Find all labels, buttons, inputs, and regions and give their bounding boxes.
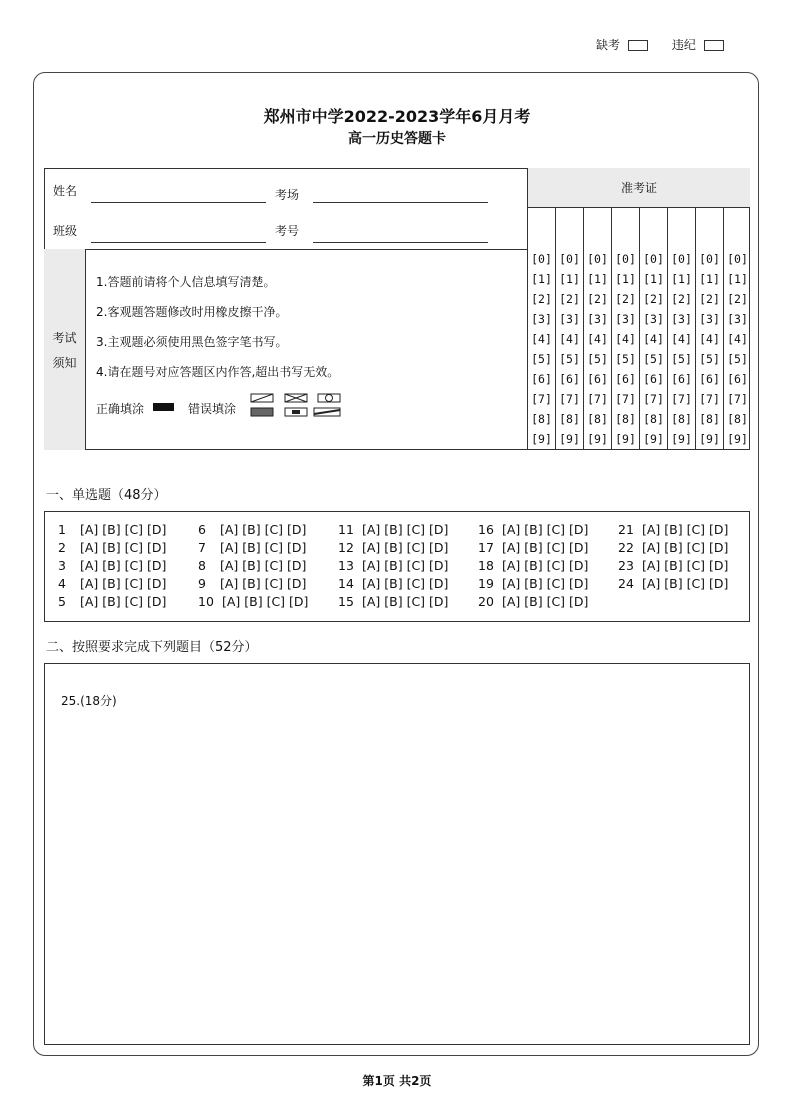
question-row[interactable] <box>338 576 448 591</box>
question-number: 20 <box>478 594 494 609</box>
question-number: 1 <box>58 522 66 537</box>
admit-digit-bubble[interactable]: [3] <box>531 312 552 326</box>
question-number: 19 <box>478 576 494 591</box>
admit-digit-bubble[interactable]: [3] <box>615 312 636 326</box>
page-title: 郑州市中学2022-2023学年6月月考 <box>263 107 531 126</box>
question-number: 23 <box>618 558 634 573</box>
admit-digit-bubble[interactable]: [6] <box>587 372 608 386</box>
notice-sidebar <box>44 249 86 450</box>
absent-label: 缺考 <box>596 38 621 52</box>
exam-number-field[interactable] <box>313 241 488 243</box>
question-number: 6 <box>198 522 206 537</box>
answer-options[interactable]: [A] [B] [C] [D] <box>220 540 307 555</box>
admit-digit-bubble[interactable]: [2] <box>615 292 636 306</box>
admit-digit-bubble[interactable]: [0] <box>531 252 552 266</box>
answer-options[interactable]: [A] [B] [C] [D] <box>80 558 167 573</box>
answer-options[interactable]: [A] [B] [C] [D] <box>642 558 729 573</box>
question-number: 7 <box>198 540 206 555</box>
admit-digit-bubble[interactable]: [9] <box>531 432 552 446</box>
admit-digit-bubble[interactable]: [6] <box>559 372 580 386</box>
question-number: 24 <box>618 576 634 591</box>
admit-digit-column <box>667 208 695 450</box>
notice-item: 4.请在题号对应答题区内作答,超出书写无效。 <box>96 365 340 379</box>
admit-digit-bubble[interactable]: [2] <box>587 292 608 306</box>
admit-digit-bubble[interactable]: [3] <box>671 312 692 326</box>
admit-digit-bubble[interactable]: [1] <box>727 272 748 286</box>
divider <box>44 249 528 250</box>
answer-options[interactable]: [A] [B] [C] [D] <box>362 594 449 609</box>
question-row[interactable] <box>198 558 306 573</box>
admit-digit-bubble[interactable]: [6] <box>531 372 552 386</box>
question-row[interactable] <box>58 522 166 537</box>
admit-digit-bubble[interactable]: [2] <box>727 292 748 306</box>
admit-digit-bubble[interactable]: [9] <box>699 432 720 446</box>
admit-digit-bubble[interactable]: [1] <box>531 272 552 286</box>
admit-digit-bubble[interactable]: [4] <box>587 332 608 346</box>
admit-digit-bubble[interactable]: [0] <box>587 252 608 266</box>
admit-digit-column <box>555 208 583 450</box>
answer-options[interactable]: [A] [B] [C] [D] <box>362 558 449 573</box>
answer-options[interactable]: [A] [B] [C] [D] <box>502 576 589 591</box>
answer-options[interactable]: [A] [B] [C] [D] <box>642 576 729 591</box>
admit-digit-column <box>583 208 611 450</box>
question-row[interactable] <box>338 558 448 573</box>
question-row[interactable] <box>478 558 588 573</box>
admit-digit-bubble[interactable]: [3] <box>587 312 608 326</box>
admit-digit-bubble[interactable]: [5] <box>531 352 552 366</box>
admit-digit-bubble[interactable]: [5] <box>615 352 636 366</box>
name-field[interactable] <box>91 201 266 203</box>
admit-digit-bubble[interactable]: [5] <box>699 352 720 366</box>
admit-digit-bubble[interactable]: [3] <box>643 312 664 326</box>
admit-digit-bubble[interactable]: [7] <box>699 392 720 406</box>
essay-answer-box[interactable] <box>44 663 750 1045</box>
admit-digit-bubble[interactable]: [2] <box>699 292 720 306</box>
question-number: 21 <box>618 522 634 537</box>
question-number: 17 <box>478 540 494 555</box>
room-label: 考场 <box>275 188 300 202</box>
question-number: 4 <box>58 576 66 591</box>
admit-digit-bubble[interactable]: [9] <box>727 432 748 446</box>
exam-number-label: 考号 <box>275 224 300 238</box>
admit-digit-bubble[interactable]: [2] <box>643 292 664 306</box>
answer-options[interactable]: [A] [B] [C] [D] <box>80 540 167 555</box>
admit-digit-bubble[interactable]: [9] <box>587 432 608 446</box>
question-number: 18 <box>478 558 494 573</box>
notice-side-label: 考试 <box>52 331 77 345</box>
class-label: 班级 <box>53 224 78 238</box>
question-number: 10 <box>198 594 214 609</box>
admit-digit-bubble[interactable]: [1] <box>587 272 608 286</box>
question-row[interactable] <box>338 594 448 609</box>
answer-options[interactable]: [A] [B] [C] [D] <box>362 540 449 555</box>
admit-digit-bubble[interactable]: [8] <box>699 412 720 426</box>
question-row[interactable] <box>338 522 448 537</box>
admit-digit-bubble[interactable]: [4] <box>643 332 664 346</box>
admit-digit-bubble[interactable]: [8] <box>643 412 664 426</box>
answer-options[interactable]: [A] [B] [C] [D] <box>642 522 729 537</box>
question-row[interactable] <box>618 522 728 537</box>
admit-digit-bubble[interactable]: [8] <box>727 412 748 426</box>
admit-digit-bubble[interactable]: [1] <box>699 272 720 286</box>
question-row[interactable] <box>198 522 306 537</box>
admit-digit-column <box>527 208 555 450</box>
question-row[interactable] <box>198 540 306 555</box>
question-row[interactable] <box>618 558 728 573</box>
question-number: 5 <box>58 594 66 609</box>
question-row[interactable] <box>478 594 588 609</box>
question-row[interactable] <box>58 540 166 555</box>
page-footer: 第1页 共2页 <box>362 1074 432 1088</box>
admit-digit-bubble[interactable]: [5] <box>587 352 608 366</box>
question-number: 3 <box>58 558 66 573</box>
admit-digit-column <box>639 208 667 450</box>
answer-options[interactable]: [A] [B] [C] [D] <box>80 522 167 537</box>
admit-digit-bubble[interactable]: [4] <box>615 332 636 346</box>
admit-ticket-header: 准考证 <box>527 168 750 208</box>
admit-digit-bubble[interactable]: [5] <box>727 352 748 366</box>
section-2-title: 二、按照要求完成下列题目（52分） <box>46 640 258 655</box>
room-field[interactable] <box>313 201 488 203</box>
answer-options[interactable]: [A] [B] [C] [D] <box>362 522 449 537</box>
admit-digit-bubble[interactable]: [5] <box>671 352 692 366</box>
question-row[interactable] <box>618 540 728 555</box>
admit-digit-bubble[interactable]: [2] <box>671 292 692 306</box>
admit-digit-bubble[interactable]: [9] <box>615 432 636 446</box>
admit-digit-bubble[interactable]: [8] <box>587 412 608 426</box>
question-number: 15 <box>338 594 354 609</box>
admit-digit-bubble[interactable]: [6] <box>643 372 664 386</box>
admit-digit-bubble[interactable]: [4] <box>699 332 720 346</box>
question-number: 16 <box>478 522 494 537</box>
admit-digit-bubble[interactable]: [4] <box>531 332 552 346</box>
admit-digit-bubble[interactable]: [3] <box>727 312 748 326</box>
admit-digit-bubble[interactable]: [6] <box>615 372 636 386</box>
admit-digit-bubble[interactable]: [1] <box>671 272 692 286</box>
violation-label: 违纪 <box>671 38 696 52</box>
admit-digit-bubble[interactable]: [0] <box>671 252 692 266</box>
admit-digit-bubble[interactable]: [0] <box>643 252 664 266</box>
admit-digit-bubble[interactable]: [5] <box>643 352 664 366</box>
question-row[interactable] <box>58 594 166 609</box>
answer-options[interactable]: [A] [B] [C] [D] <box>220 558 307 573</box>
admit-digit-bubble[interactable]: [4] <box>671 332 692 346</box>
class-field[interactable] <box>91 241 266 243</box>
admit-digit-bubble[interactable]: [1] <box>559 272 580 286</box>
admit-digit-bubble[interactable]: [3] <box>699 312 720 326</box>
admit-digit-bubble[interactable]: [7] <box>587 392 608 406</box>
question-row[interactable] <box>198 594 308 609</box>
admit-digit-bubble[interactable]: [7] <box>531 392 552 406</box>
answer-options[interactable]: [A] [B] [C] [D] <box>502 540 589 555</box>
answer-options[interactable]: [A] [B] [C] [D] <box>80 576 167 591</box>
question-row[interactable] <box>618 576 728 591</box>
absent-checkbox[interactable] <box>628 40 648 51</box>
admit-digit-bubble[interactable]: [7] <box>727 392 748 406</box>
question-number: 11 <box>338 522 354 537</box>
wrong-fill-label: 错误填涂 <box>188 402 237 416</box>
admit-digit-bubble[interactable]: [2] <box>531 292 552 306</box>
answer-options[interactable]: [A] [B] [C] [D] <box>502 558 589 573</box>
admit-digit-bubble[interactable]: [2] <box>559 292 580 306</box>
admit-digit-bubble[interactable]: [7] <box>671 392 692 406</box>
answer-options[interactable]: [A] [B] [C] [D] <box>220 576 307 591</box>
question-number: 2 <box>58 540 66 555</box>
admit-digit-bubble[interactable]: [8] <box>671 412 692 426</box>
question-number: 8 <box>198 558 206 573</box>
admit-digit-bubble[interactable]: [9] <box>643 432 664 446</box>
answer-options[interactable]: [A] [B] [C] [D] <box>80 594 167 609</box>
violation-checkbox[interactable] <box>704 40 724 51</box>
answer-options[interactable]: [A] [B] [C] [D] <box>502 594 589 609</box>
question-25-label: 25.(18分) <box>61 694 117 708</box>
wrong-fill-samples <box>248 392 348 420</box>
notice-item: 3.主观题必须使用黑色签字笔书写。 <box>96 335 288 349</box>
correct-fill-label: 正确填涂 <box>96 402 145 416</box>
question-number: 9 <box>198 576 206 591</box>
answer-options[interactable]: [A] [B] [C] [D] <box>220 522 307 537</box>
admit-digit-bubble[interactable]: [0] <box>699 252 720 266</box>
question-number: 14 <box>338 576 354 591</box>
admit-digit-bubble[interactable]: [7] <box>559 392 580 406</box>
question-number: 22 <box>618 540 634 555</box>
answer-options[interactable]: [A] [B] [C] [D] <box>222 594 309 609</box>
admit-digit-bubble[interactable]: [8] <box>559 412 580 426</box>
admit-digit-bubble[interactable]: [0] <box>615 252 636 266</box>
admit-digit-bubble[interactable]: [6] <box>699 372 720 386</box>
admit-digit-bubble[interactable]: [3] <box>559 312 580 326</box>
notice-side-label: 须知 <box>52 356 77 370</box>
admit-digit-bubble[interactable]: [4] <box>559 332 580 346</box>
admit-digit-column <box>695 208 723 450</box>
question-number: 13 <box>338 558 354 573</box>
admit-digit-bubble[interactable]: [4] <box>727 332 748 346</box>
question-row[interactable] <box>338 540 448 555</box>
question-row[interactable] <box>478 576 588 591</box>
admit-digit-bubble[interactable]: [1] <box>643 272 664 286</box>
question-row[interactable] <box>198 576 306 591</box>
question-row[interactable] <box>478 522 588 537</box>
question-row[interactable] <box>478 540 588 555</box>
question-row[interactable] <box>58 558 166 573</box>
name-label: 姓名 <box>53 184 78 198</box>
admit-digit-bubble[interactable]: [7] <box>615 392 636 406</box>
absence-marks <box>596 36 744 53</box>
admit-digit-bubble[interactable]: [0] <box>559 252 580 266</box>
admit-digit-bubble[interactable]: [1] <box>615 272 636 286</box>
answer-options[interactable]: [A] [B] [C] [D] <box>362 576 449 591</box>
admit-digit-bubble[interactable]: [8] <box>615 412 636 426</box>
admit-digit-bubble[interactable]: [0] <box>727 252 748 266</box>
notice-item: 2.客观题答题修改时用橡皮擦干净。 <box>96 305 288 319</box>
question-number: 12 <box>338 540 354 555</box>
page-subtitle: 高一历史答题卡 <box>348 131 446 147</box>
correct-fill-sample <box>153 403 174 411</box>
answer-options[interactable]: [A] [B] [C] [D] <box>502 522 589 537</box>
admit-digit-bubble[interactable]: [6] <box>727 372 748 386</box>
answer-options[interactable]: [A] [B] [C] [D] <box>642 540 729 555</box>
admit-digit-bubble[interactable]: [6] <box>671 372 692 386</box>
admit-digit-bubble[interactable]: [7] <box>643 392 664 406</box>
admit-digit-bubble[interactable]: [9] <box>559 432 580 446</box>
admit-digit-column <box>611 208 639 450</box>
notice-item: 1.答题前请将个人信息填写清楚。 <box>96 275 276 289</box>
admit-digit-bubble[interactable]: [9] <box>671 432 692 446</box>
section-1-title: 一、单选题（48分） <box>46 488 167 503</box>
admit-digit-bubble[interactable]: [5] <box>559 352 580 366</box>
admit-digit-column <box>723 208 751 450</box>
admit-digit-bubble[interactable]: [8] <box>531 412 552 426</box>
question-row[interactable] <box>58 576 166 591</box>
